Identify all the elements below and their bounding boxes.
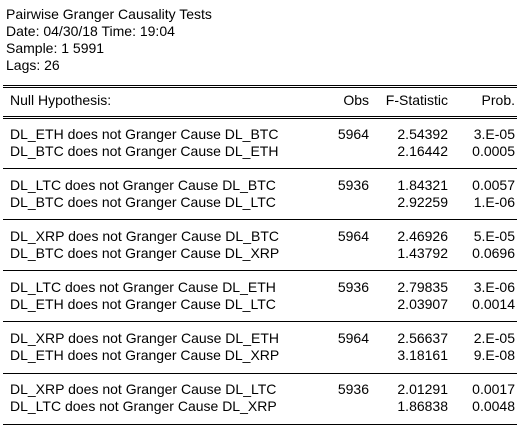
col-header-obs: Obs (343, 92, 369, 108)
table-row-hypothesis: DL_BTC does not Granger Cause DL_ETH (10, 143, 279, 159)
table-row-prob: 1.E-06 (473, 194, 515, 210)
table-row-hypothesis: DL_ETH does not Granger Cause DL_XRP (10, 347, 280, 363)
group-rule (3, 168, 517, 169)
table-row-hypothesis: DL_XRP does not Granger Cause DL_BTC (10, 228, 279, 244)
table-row-fstat: 2.79835 (397, 279, 448, 295)
group-rule (3, 116, 517, 119)
table-row-hypothesis: DL_ETH does not Granger Cause DL_LTC (10, 296, 276, 312)
group-rule (3, 373, 517, 374)
table-row-fstat: 1.86838 (397, 398, 448, 414)
date-time-line: Date: 04/30/18 Time: 19:04 (6, 23, 175, 39)
lags-line: Lags: 26 (6, 57, 60, 73)
table-row-obs: 5964 (337, 330, 369, 346)
table-row-hypothesis: DL_BTC does not Granger Cause DL_LTC (10, 194, 276, 210)
table-row-hypothesis: DL_LTC does not Granger Cause DL_ETH (10, 279, 276, 295)
table-row-fstat: 2.03907 (397, 296, 448, 312)
sample-line: Sample: 1 5991 (6, 40, 105, 56)
table-row-obs: 5964 (337, 228, 369, 244)
table-row-prob: 9.E-08 (473, 347, 515, 363)
table-row-hypothesis: DL_ETH does not Granger Cause DL_BTC (10, 126, 279, 142)
table-row-prob: 3.E-05 (473, 126, 515, 142)
table-row-hypothesis: DL_LTC does not Granger Cause DL_BTC (10, 177, 276, 193)
table-row-obs: 5936 (337, 177, 369, 193)
group-rule (3, 270, 517, 271)
table-row-prob: 2.E-05 (473, 330, 515, 346)
table-row-prob: 0.0005 (472, 143, 515, 159)
group-rule (3, 219, 517, 220)
col-header-f-statistic: F-Statistic (385, 92, 448, 108)
table-row-hypothesis: DL_XRP does not Granger Cause DL_LTC (10, 381, 277, 397)
table-row-fstat: 1.43792 (397, 245, 448, 261)
col-header-prob: Prob. (481, 92, 515, 108)
col-header-null-hypothesis: Null Hypothesis: (10, 92, 112, 108)
table-row-prob: 0.0014 (472, 296, 515, 312)
table-row-prob: 0.0017 (472, 381, 515, 397)
table-row-fstat: 3.18161 (397, 347, 448, 363)
table-row-prob: 0.0048 (472, 398, 515, 414)
table-row-hypothesis: DL_XRP does not Granger Cause DL_ETH (10, 330, 279, 346)
table-row-fstat: 2.54392 (397, 126, 448, 142)
group-rule (3, 321, 517, 322)
header-top-rule (3, 85, 517, 88)
table-row-obs: 5964 (337, 126, 369, 142)
table-row-fstat: 1.84321 (397, 177, 448, 193)
table-row-fstat: 2.56637 (397, 330, 448, 346)
table-row-fstat: 2.01291 (397, 381, 448, 397)
table-row-obs: 5936 (337, 381, 369, 397)
table-row-fstat: 2.46926 (397, 228, 448, 244)
table-row-hypothesis: DL_BTC does not Granger Cause DL_XRP (10, 245, 280, 261)
table-row-fstat: 2.92259 (397, 194, 448, 210)
table-row-obs: 5936 (337, 279, 369, 295)
table-row-prob: 0.0057 (472, 177, 515, 193)
table-row-hypothesis: DL_LTC does not Granger Cause DL_XRP (10, 398, 277, 414)
table-row-prob: 0.0696 (472, 245, 515, 261)
table-bottom-rule (3, 424, 517, 425)
table-row-prob: 5.E-05 (473, 228, 515, 244)
table-row-prob: 3.E-06 (473, 279, 515, 295)
output-title: Pairwise Granger Causality Tests (6, 6, 212, 22)
table-row-fstat: 2.16442 (397, 143, 448, 159)
